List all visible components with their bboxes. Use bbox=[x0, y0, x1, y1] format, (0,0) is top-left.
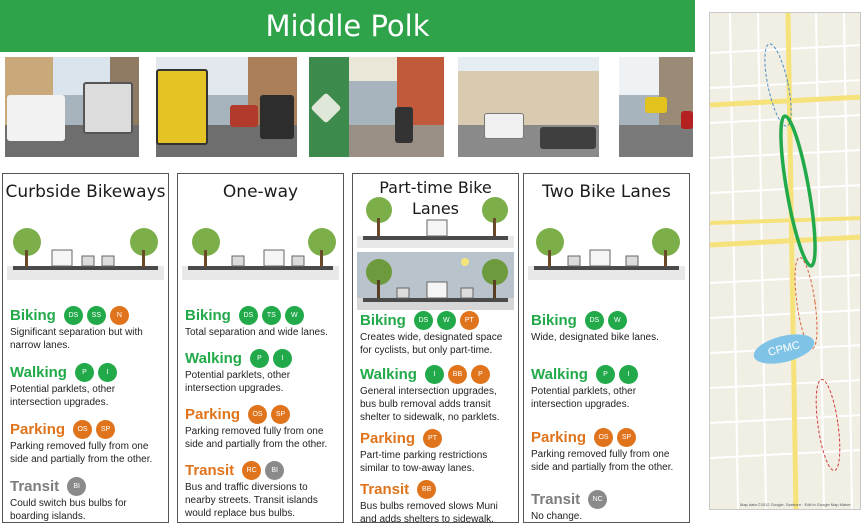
street-photo-5 bbox=[619, 57, 693, 157]
option-card-one-way bbox=[177, 173, 344, 523]
badge-ds: DS bbox=[239, 306, 258, 325]
card-title: Two Bike Lanes bbox=[542, 182, 671, 202]
walking-description: Potential parklets, other intersection upgrades. bbox=[531, 386, 637, 410]
walking-description: Potential parklets, other intersection upgrades. bbox=[185, 370, 291, 394]
badge-pt: PT bbox=[423, 429, 442, 448]
page-title: Middle Polk bbox=[0, 0, 695, 52]
walking-section bbox=[185, 348, 339, 395]
transit-section bbox=[10, 476, 164, 523]
parking-description: Parking removed fully from one side and partially from the other. bbox=[185, 426, 328, 450]
badge-ss: SS bbox=[87, 306, 106, 325]
biking-description: Significant separation but with narrow lanes. bbox=[10, 327, 143, 351]
badge-p: P bbox=[471, 365, 490, 384]
area-map bbox=[709, 12, 861, 510]
walking-section bbox=[531, 364, 685, 411]
biking-heading: Biking bbox=[531, 311, 577, 329]
biking-heading: Biking bbox=[360, 311, 406, 329]
badge-i: I bbox=[619, 365, 638, 384]
transit-description: No change. bbox=[531, 511, 583, 522]
badge-nc: NC bbox=[588, 490, 607, 509]
parking-heading: Parking bbox=[185, 405, 241, 423]
transit-description: Bus and traffic diversions to nearby streets. Transit islands would replace bus bulbs. bbox=[185, 482, 318, 519]
walking-heading: Walking bbox=[185, 349, 242, 367]
map-credit: Map data ©2012 Google, Sanborn · Edit in Google Map Maker bbox=[740, 502, 851, 507]
cross-section-illustration bbox=[182, 220, 339, 280]
badge-p: P bbox=[250, 349, 269, 368]
map-route-far-south bbox=[812, 378, 845, 472]
walking-description: General intersection upgrades, bus bulb removal adds transit shelter to sidewalk, no parklets. bbox=[360, 386, 500, 423]
biking-section bbox=[185, 305, 339, 339]
parking-section bbox=[360, 428, 514, 475]
walking-section bbox=[360, 364, 514, 424]
badge-p: P bbox=[75, 363, 94, 382]
cross-section-day-illustration bbox=[357, 192, 514, 248]
street-photo-2 bbox=[156, 57, 297, 157]
option-card-part-time-bike-lanes bbox=[352, 173, 519, 523]
walking-description: Potential parklets, other intersection upgrades. bbox=[10, 384, 116, 408]
badge-os: OS bbox=[594, 428, 613, 447]
biking-heading: Biking bbox=[185, 306, 231, 324]
badge-w: W bbox=[285, 306, 304, 325]
option-card-curbside-bikeways bbox=[2, 173, 169, 523]
parking-section bbox=[185, 404, 339, 451]
badge-bi: BI bbox=[67, 477, 86, 496]
biking-description: Wide, designated bike lanes. bbox=[531, 332, 659, 343]
transit-description: Could switch bus bulbs for boarding islands. bbox=[10, 498, 127, 522]
badge-rc: RC bbox=[242, 461, 261, 480]
card-title: Curbside Bikeways bbox=[5, 182, 166, 202]
card-title: Part-time Bike Lanes bbox=[379, 178, 492, 218]
badge-bi: BI bbox=[265, 461, 284, 480]
badge-pt: PT bbox=[460, 311, 479, 330]
cross-section-night-illustration bbox=[357, 252, 514, 310]
biking-description: Total separation and wide lanes. bbox=[185, 327, 328, 338]
parking-heading: Parking bbox=[10, 420, 66, 438]
map-label: CPMC bbox=[751, 329, 817, 369]
walking-heading: Walking bbox=[360, 365, 417, 383]
transit-section bbox=[185, 460, 339, 520]
biking-section bbox=[360, 310, 514, 357]
street-photo-3 bbox=[309, 57, 444, 157]
parking-description: Part-time parking restrictions similar to tow-away lanes. bbox=[360, 450, 488, 474]
badge-w: W bbox=[437, 311, 456, 330]
transit-heading: Transit bbox=[185, 461, 235, 479]
parking-section bbox=[531, 427, 685, 474]
parking-description: Parking removed fully from one side and partially from the other. bbox=[10, 441, 153, 465]
badge-i: I bbox=[425, 365, 444, 384]
parking-heading: Parking bbox=[531, 428, 587, 446]
parking-section bbox=[10, 419, 164, 466]
street-photo-1 bbox=[5, 57, 139, 157]
street-photo-4 bbox=[458, 57, 599, 157]
badge-ds: DS bbox=[64, 306, 83, 325]
cross-section-illustration bbox=[7, 220, 164, 280]
badge-w: W bbox=[608, 311, 627, 330]
card-title: One-way bbox=[222, 182, 299, 202]
badge-i: I bbox=[98, 363, 117, 382]
biking-section bbox=[531, 310, 685, 344]
transit-section bbox=[531, 489, 685, 523]
biking-description: Creates wide, designated space for cyclists, but only part-time. bbox=[360, 332, 503, 356]
transit-heading: Transit bbox=[10, 477, 60, 495]
biking-section bbox=[10, 305, 164, 352]
badge-bb: BB bbox=[417, 480, 436, 499]
badge-i: I bbox=[273, 349, 292, 368]
badge-os: OS bbox=[73, 420, 92, 439]
walking-heading: Walking bbox=[531, 365, 588, 383]
transit-section bbox=[360, 479, 514, 526]
badge-p: P bbox=[596, 365, 615, 384]
badge-bb: BB bbox=[448, 365, 467, 384]
badge-ds: DS bbox=[585, 311, 604, 330]
walking-heading: Walking bbox=[10, 363, 67, 381]
option-card-two-bike-lanes bbox=[523, 173, 690, 523]
biking-heading: Biking bbox=[10, 306, 56, 324]
map-streets bbox=[710, 13, 861, 510]
badge-ts: TS bbox=[262, 306, 281, 325]
walking-section bbox=[10, 362, 164, 409]
parking-description: Parking removed fully from one side and partially from the other. bbox=[531, 449, 674, 473]
badge-sp: SP bbox=[271, 405, 290, 424]
badge-sp: SP bbox=[96, 420, 115, 439]
cross-section-illustration bbox=[528, 220, 685, 280]
badge-sp: SP bbox=[617, 428, 636, 447]
badge-ds: DS bbox=[414, 311, 433, 330]
badge-os: OS bbox=[248, 405, 267, 424]
transit-heading: Transit bbox=[531, 490, 581, 508]
parking-heading: Parking bbox=[360, 429, 416, 447]
map-route-middle bbox=[774, 114, 822, 268]
badge-n: N bbox=[110, 306, 129, 325]
transit-heading: Transit bbox=[360, 480, 410, 498]
transit-description: Bus bulbs removed slows Muni and adds shelters to sidewalk. bbox=[360, 501, 498, 525]
